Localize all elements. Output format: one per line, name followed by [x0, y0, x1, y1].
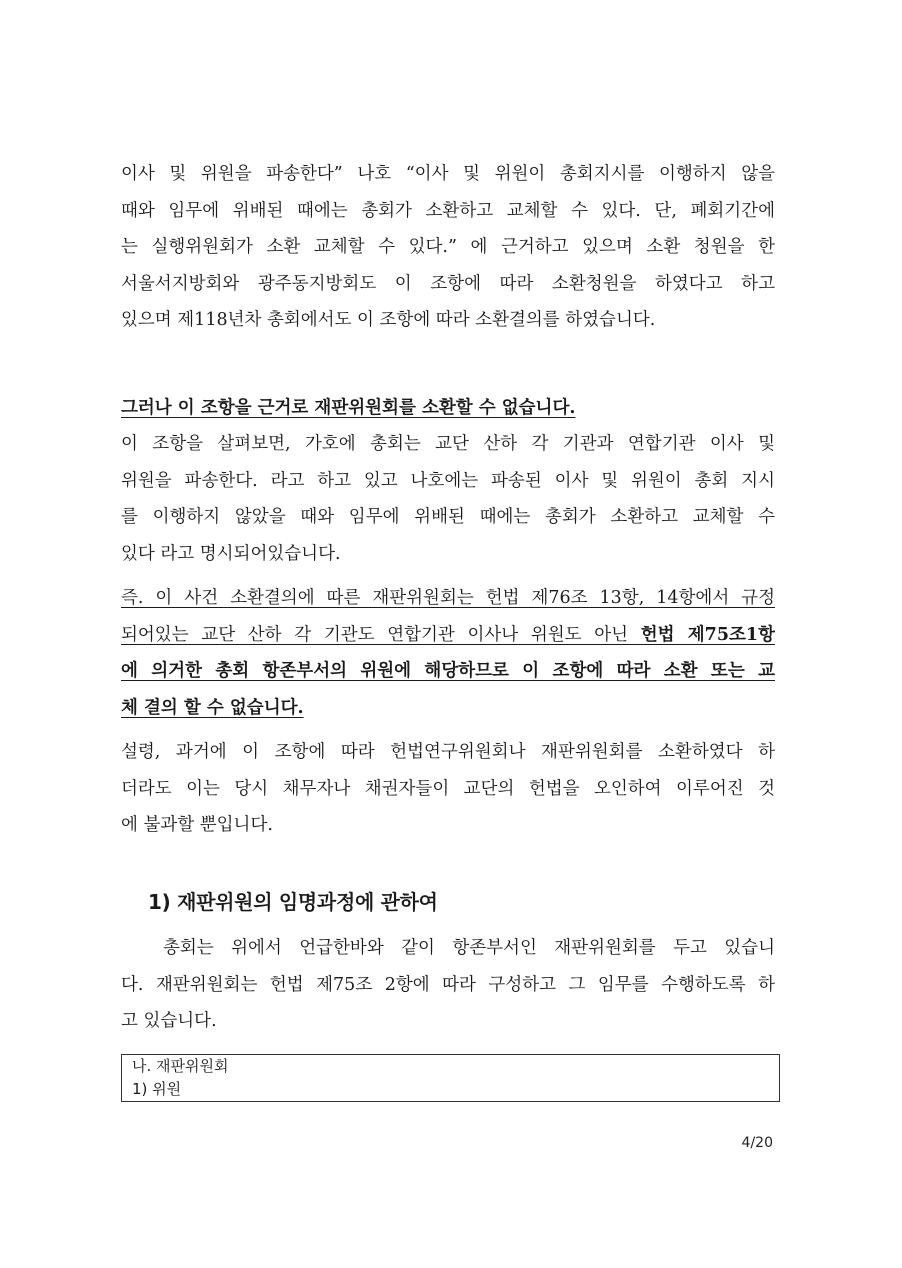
text-line: 체 결의 할 수 없습니다.	[121, 697, 304, 718]
claim-heading: 그러나 이 조항을 근거로 재판위원회를 소환할 수 없습니다.	[121, 398, 576, 418]
paragraph-conclusion-underlined	[121, 580, 775, 726]
page-number: 4/20	[741, 1135, 773, 1151]
paragraph-recall-basis	[121, 156, 775, 339]
text-line: 다. 재판위원회는 헌법 제75조 2항에 따라 구성하고 그 임무를 수행하도록 하	[121, 974, 775, 995]
section-heading: 1) 재판위원의 임명과정에 관하여	[148, 890, 438, 914]
text-line: 설령, 과거에 이 조항에 따라 헌법연구위원회나 재판위원회를 소환하였다 하	[121, 742, 775, 762]
paragraph-past-precedent	[121, 734, 775, 844]
text-line: 이 조항을 살펴보면, 가호에 총회는 교단 산하 각 기관과 연합기관 이사 및	[121, 434, 775, 454]
quoted-article-box	[121, 1054, 780, 1102]
text-line: 는 실행위원회가 소환 교체할 수 있다.” 에 근거하고 있으며 소환 청원을 한	[121, 237, 775, 257]
box-line: 1) 위원	[132, 1080, 182, 1098]
text-line: 에 불과할 뿐입니다.	[121, 815, 273, 835]
text-line: 를 이행하지 않았을 때와 임무에 위배된 때에는 총회가 소환하고 교체할 수	[121, 507, 775, 527]
text-line: 있다 라고 명시되어있습니다.	[121, 543, 341, 564]
text-line: 더라도 이는 당시 채무자나 채권자들이 교단의 헌법을 오인하여 이루어진 것	[121, 778, 775, 799]
paragraph-claim	[121, 390, 775, 427]
box-line: 나. 재판위원회	[132, 1057, 229, 1075]
text-line: 즉. 이 사건 소환결의에 따른 재판위원회는 헌법 제76조 13항, 14항에서 규정	[121, 588, 775, 608]
text-span: 되어있는 교단 산하 각 기관도 연합기관 이사나 위원도 아닌	[121, 624, 641, 645]
text-line: 총회는 위에서 언급한바와 같이 항존부서인 재판위원회를 두고 있습니	[163, 938, 775, 958]
text-line: 이사 및 위원을 파송한다” 나호 “이사 및 위원이 총회지시를 이행하지 않을	[121, 164, 775, 184]
text-line	[121, 617, 775, 654]
constitution-article-ref: 헌법 제75조1항	[640, 624, 775, 645]
text-line: 위원을 파송한다. 라고 하고 있고 나호에는 파송된 이사 및 위원이 총회 지시	[121, 470, 775, 491]
text-line: 에 의거한 총회 항존부서의 위원에 해당하므로 이 조항에 따라 소환 또는 교	[121, 661, 775, 681]
text-line: 서울서지방회와 광주동지방회도 이 조항에 따라 소환청원을 하였다고 하고	[121, 273, 775, 294]
text-line: 있으며 제118년차 총회에서도 이 조항에 따라 소환결의를 하였습니다.	[121, 310, 656, 330]
paragraph-appointment	[121, 930, 775, 1040]
text-line: 고 있습니다.	[121, 1011, 217, 1031]
paragraph-article-analysis	[121, 426, 775, 572]
text-line: 때와 임무에 위배된 때에는 총회가 소환하고 교체할 수 있다. 단, 폐회기간에	[121, 200, 775, 221]
